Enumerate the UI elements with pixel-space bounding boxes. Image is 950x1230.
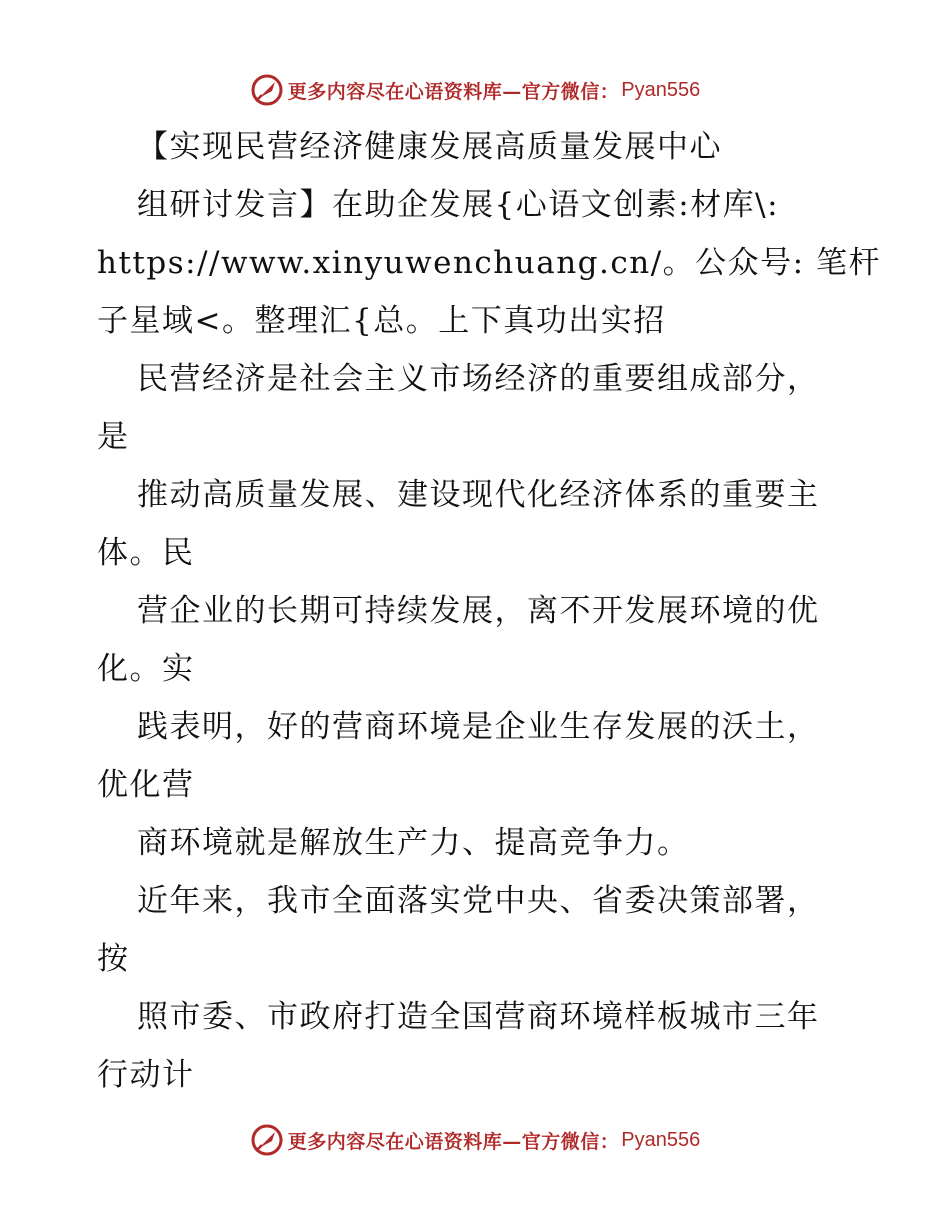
header-banner [0, 70, 950, 110]
quill-logo-icon [250, 73, 284, 107]
text-line: 是 [97, 419, 130, 455]
text-line: 【实现民营经济健康发展高质量发展中心 [137, 129, 722, 165]
banner-text: 更多内容尽在心语资料库—官方微信： [287, 80, 620, 103]
text-line: 子星域<。整理汇{总。上下真功出实招 [97, 303, 666, 339]
banner-handle: Pyan556 [621, 1128, 701, 1151]
text-line: 民营经济是社会主义市场经济的重要组成部分， [137, 361, 820, 397]
text-line: 优化营 [97, 767, 195, 803]
banner-text: 更多内容尽在心语资料库—官方微信： [287, 1130, 620, 1153]
quill-logo-icon [250, 1123, 284, 1157]
text-line: 近年来，我市全面落实党中央、省委决策部署， [137, 883, 820, 919]
text-line: https://www.xinyuwenchuang.cn/。公众号: 笔杆 [97, 245, 881, 281]
text-line: 践表明，好的营商环境是企业生存发展的沃土， [137, 709, 820, 745]
text-line: 行动计 [97, 1057, 195, 1093]
text-line: 推动高质量发展、建设现代化经济体系的重要主 [137, 477, 820, 513]
banner-handle: Pyan556 [621, 78, 701, 101]
text-line: 商环境就是解放生产力、提高竞争力。 [137, 825, 690, 861]
text-line: 营企业的长期可持续发展，离不开发展环境的优 [137, 593, 820, 629]
text-line: 化。实 [97, 651, 195, 687]
text-line: 按 [97, 941, 130, 977]
text-line: 组研讨发言】在助企发展{心语文创素:材库\: [137, 187, 780, 223]
footer-banner [0, 1120, 950, 1160]
text-line: 体。民 [97, 535, 195, 571]
document-body [97, 118, 881, 1104]
text-line: 照市委、市政府打造全国营商环境样板城市三年 [137, 999, 820, 1035]
